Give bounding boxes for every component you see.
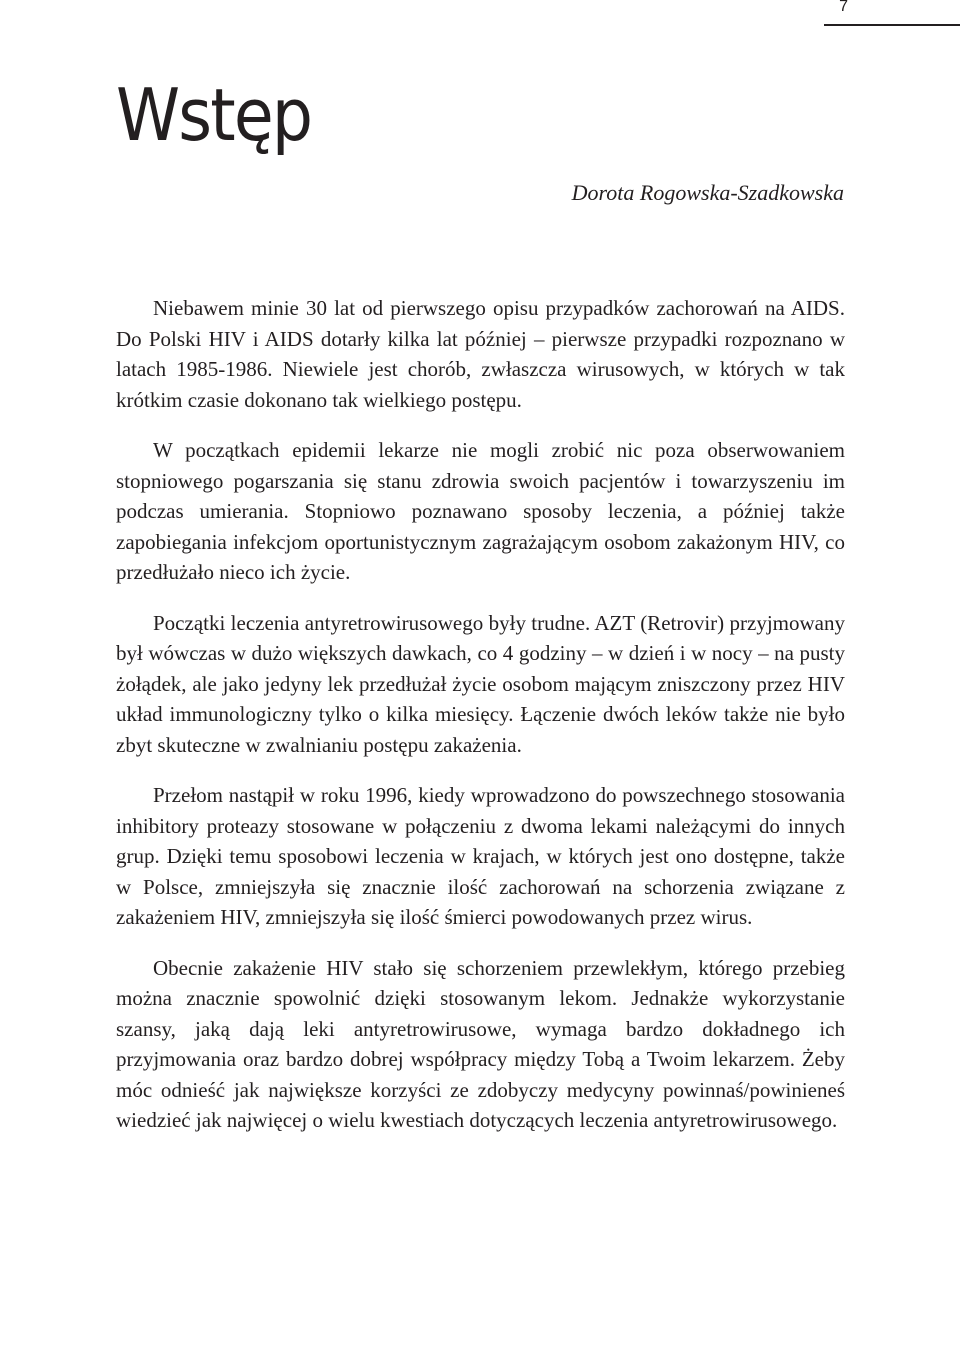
chapter-title: Wstęp — [116, 73, 312, 157]
paragraph-1: Niebawem minie 30 lat od pierwszego opisu przypadków zachorowań na AIDS. Do Polski HIV i AIDS dotarły kilka lat później – pierwsze przypadki rozpoznano w latach 1985-1986. Niewiele jest chorób, zwłaszcza wirusowych, w których w tak krótkim czasie dokonano tak wielkiego postępu. — [116, 296, 845, 412]
page-number: 7 — [839, 0, 848, 15]
paragraph-5: Obecnie zakażenie HIV stało się schorzeniem przewlekłym, którego przebieg można znacznie spowolnić dzięki stosowanym lekom. Jednakże wykorzystanie szansy, jaką dają leki antyretrowirusowe, wymaga bardzo dokładnego ich przyjmowania oraz bardzo dobrej współpracy między Tobą a Twoim lekarzem. Żeby móc odnieść jak największe korzyści ze zdobyczy medycyny powinnaś/powinieneś wiedzieć jak najwięcej o wielu kwestiach dotyczących leczenia antyretrowirusowego. — [116, 955, 845, 1132]
paragraph-3: Początki leczenia antyretrowirusowego były trudne. AZT (Retrovir) przyjmowany był wówczas w dużo większych dawkach, co 4 godziny – w dzień i w nocy – na pusty żołądek, ale jako jedyny lek przedłużał życie osobom mającym zniszczony przez HIV układ immunologiczny tylko o kilka miesięcy. Łączenie dwóch leków także nie było zbyt skuteczne w zwalnianiu postępu zakażenia. — [116, 610, 845, 757]
paragraph-4: Przełom nastąpił w roku 1996, kiedy wprowadzono do powszechnego stosowania inhibitory proteazy stosowane w połączeniu z dwoma lekami należącymi do innych grup. Dzięki temu sposobowi leczenia w krajach, w których jest ono dostępne, także w Polsce, zmniejszyła się znacznie ilość zachorowań na schorzenia związane z zakażeniem HIV, zmniejszyła się ilość śmierci powodowanych przez wirus. — [116, 783, 845, 929]
body-text — [116, 293, 845, 1156]
paragraph-2: W początkach epidemii lekarze nie mogli zrobić nic poza obserwowaniem stopniowego pogarszania się stanu zdrowia swoich pacjentów i towarzyszeniu im podczas umierania. Stopniowo poznawano sposoby leczenia, a później także zapobiegania infekcjom oportunistycznym zagrażającym osobom zakażonym HIV, co przedłużało nieco ich życie. — [116, 438, 845, 584]
page-number-rule — [824, 24, 960, 26]
author-name: Dorota Rogowska-Szadkowska — [571, 180, 844, 205]
